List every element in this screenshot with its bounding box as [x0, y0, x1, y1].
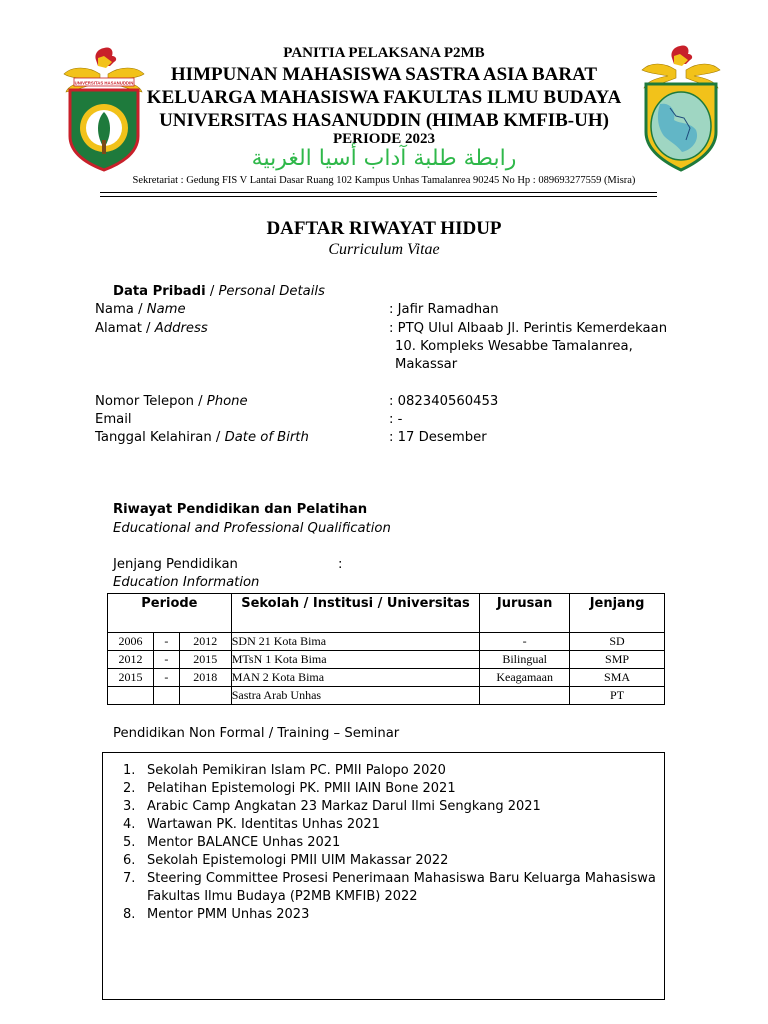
header-committee: PANITIA PELAKSANA P2MB [283, 45, 485, 61]
list-item: 1. Sekolah Pemikiran Islam PC. PMII Palopo 2020 [123, 763, 446, 778]
header-period: PERIODE 2023 [332, 131, 436, 147]
education-heading-en: Educational and Professional Qualification [113, 521, 391, 536]
name-value: : Jafir Ramadhan [389, 302, 499, 317]
header-university: UNIVERSITAS HASANUDDIN (HIMAB KMFIB-UH) [159, 110, 609, 131]
list-item: 8. Mentor PMM Unhas 2023 [123, 907, 310, 922]
school-name: SDN 21 Kota Bima [231, 633, 479, 651]
table-row [108, 633, 665, 651]
major: - [480, 633, 570, 651]
address-label: Alamat / Address [95, 321, 208, 336]
period-from: 2015 [108, 669, 154, 687]
header-divider-top [100, 192, 657, 193]
education-level-colon: : [338, 557, 343, 572]
period-from [108, 687, 154, 705]
period-dash [153, 687, 179, 705]
col-header-level: Jenjang [570, 594, 665, 633]
table-row [108, 669, 665, 687]
personal-heading: Data Pribadi / Personal Details [113, 284, 325, 299]
dob-label: Tanggal Kelahiran / Date of Birth [95, 430, 309, 445]
dob-value: : 17 Desember [389, 430, 487, 445]
email-label: Email [95, 412, 132, 427]
major [480, 687, 570, 705]
list-item: 4. Wartawan PK. Identitas Unhas 2021 [123, 817, 380, 832]
education-heading: Riwayat Pendidikan dan Pelatihan [113, 502, 368, 517]
header-arabic: رابطة طلبة آداب أسيا الغربية [251, 146, 517, 171]
period-dash: - [153, 633, 179, 651]
training-list [123, 762, 657, 924]
training-box [102, 752, 665, 1000]
list-item: 3. Arabic Camp Angkatan 23 Markaz Darul Ilmi Sengkang 2021 [123, 799, 541, 814]
header-faculty: KELUARGA MAHASISWA FAKULTAS ILMU BUDAYA [146, 87, 622, 108]
level: SMP [570, 651, 665, 669]
table-header-row [108, 594, 665, 633]
level: SMA [570, 669, 665, 687]
period-to: 2012 [179, 633, 231, 651]
major: Bilingual [480, 651, 570, 669]
list-item: 5. Mentor BALANCE Unhas 2021 [123, 835, 341, 850]
phone-value: : 082340560453 [389, 394, 499, 409]
col-header-school: Sekolah / Institusi / Universitas [231, 594, 479, 633]
col-header-period: Periode [108, 594, 232, 633]
address-value-line3: Makassar [395, 357, 458, 372]
period-to: 2015 [179, 651, 231, 669]
period-from: 2006 [108, 633, 154, 651]
list-item: 6. Sekolah Epistemologi PMII UIM Makassar 2022 [123, 853, 449, 868]
list-item: 7. Steering Committee Prosesi Penerimaan Mahasiswa Baru Keluarga Mahasiswa Fakultas Ilmu Budaya (P2MB KMFIB) 2022 [123, 871, 656, 904]
period-dash: - [153, 651, 179, 669]
period-from: 2012 [108, 651, 154, 669]
education-level-label-en: Education Information [113, 575, 260, 590]
email-value: : - [389, 412, 403, 427]
education-table [107, 593, 665, 705]
level: SD [570, 633, 665, 651]
school-name: MTsN 1 Kota Bima [231, 651, 479, 669]
header-divider-bottom [100, 196, 657, 197]
address-value-line2: 10. Kompleks Wesabbe Tamalanrea, [395, 339, 633, 354]
col-header-major: Jurusan [480, 594, 570, 633]
logo-banner-text: UNIVERSITAS HASANUDDIN [74, 80, 134, 86]
table-row [108, 651, 665, 669]
phone-label: Nomor Telepon / Phone [95, 394, 248, 409]
level: PT [570, 687, 665, 705]
header-secretariat: Sekretariat : Gedung FIS V Lantai Dasar Ruang 102 Kampus Unhas Tamalanrea 90245 No Hp : 089693277559 (Misra) [132, 175, 636, 186]
period-dash: - [153, 669, 179, 687]
period-to: 2018 [179, 669, 231, 687]
major: Keagamaan [480, 669, 570, 687]
school-name: Sastra Arab Unhas [231, 687, 479, 705]
address-value-line1: : PTQ Ulul Albaab Jl. Perintis Kemerdekaan [389, 321, 668, 336]
name-label: Nama / Name [95, 302, 186, 317]
document-title: DAFTAR RIWAYAT HIDUP [266, 218, 502, 239]
list-item: 2. Pelatihan Epistemologi PK. PMII IAIN Bone 2021 [123, 781, 456, 796]
period-to [179, 687, 231, 705]
school-name: MAN 2 Kota Bima [231, 669, 479, 687]
document-subtitle: Curriculum Vitae [328, 241, 440, 258]
training-heading: Pendidikan Non Formal / Training – Seminar [113, 726, 400, 741]
header-association: HIMPUNAN MAHASISWA SASTRA ASIA BARAT [170, 64, 598, 85]
education-level-label: Jenjang Pendidikan [113, 557, 238, 572]
table-row [108, 687, 665, 705]
